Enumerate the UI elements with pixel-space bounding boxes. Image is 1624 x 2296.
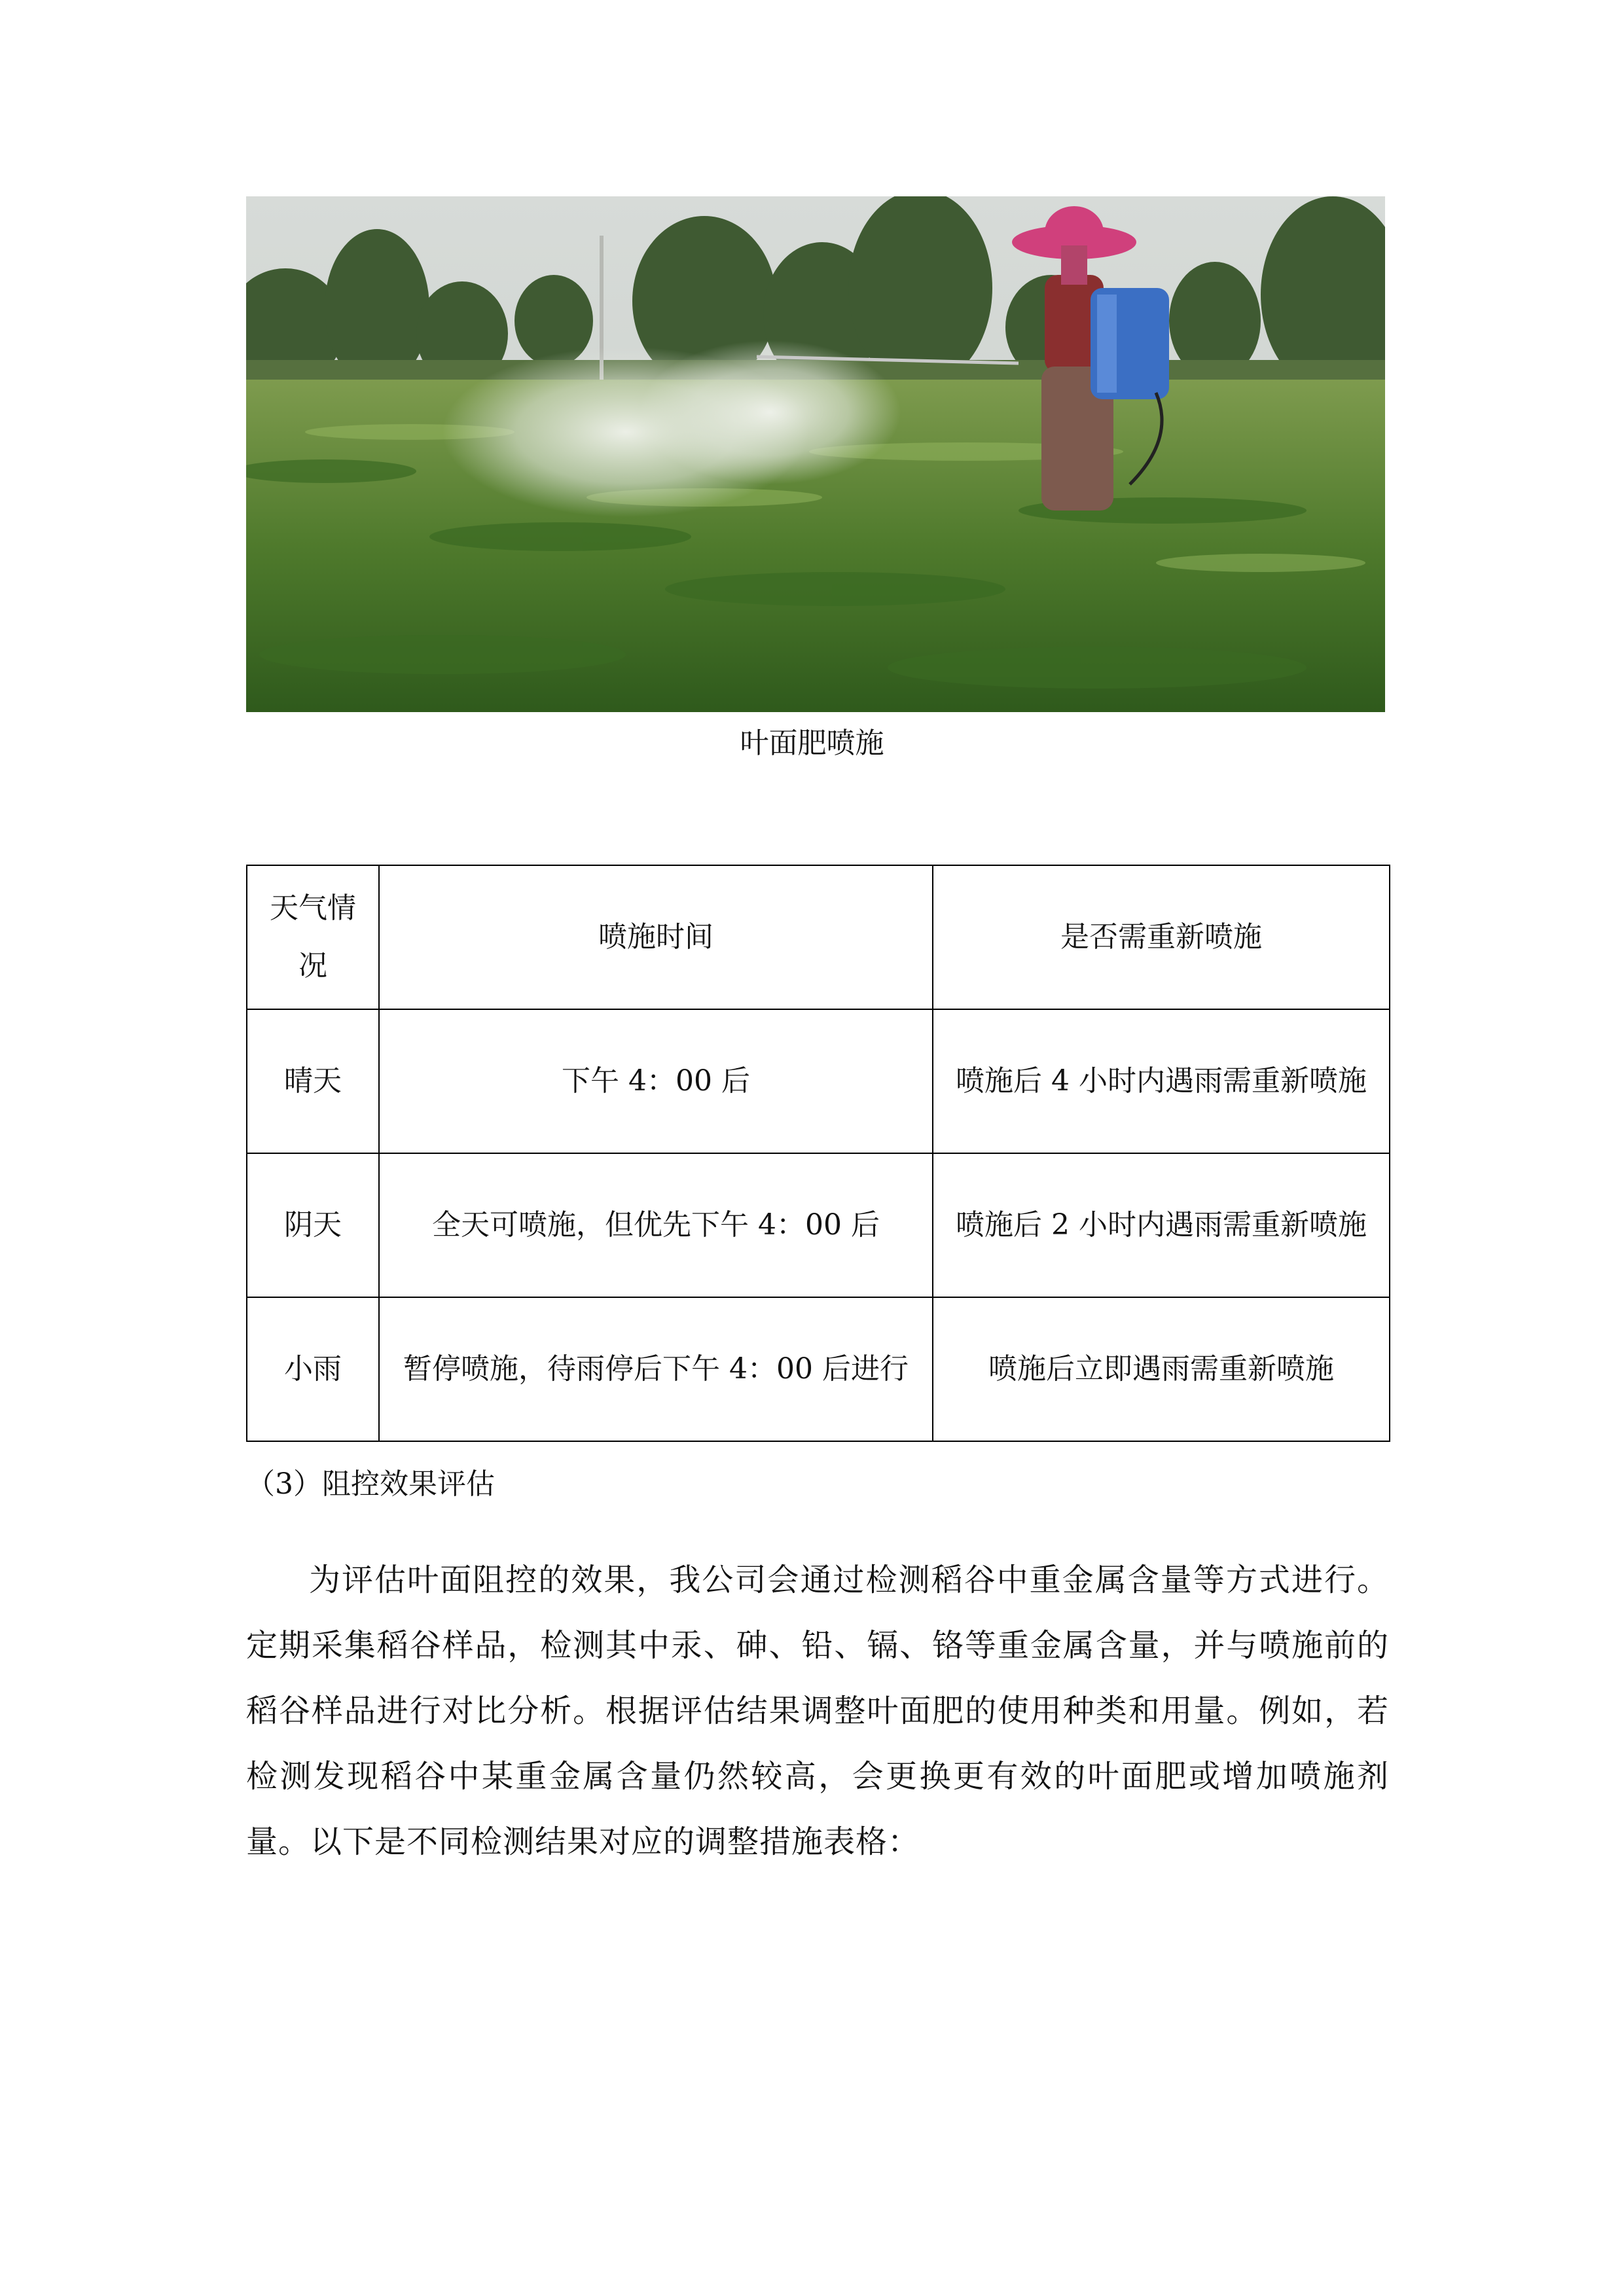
cell-respray: 喷施后立即遇雨需重新喷施 (933, 1297, 1390, 1441)
cell-weather: 阴天 (247, 1153, 379, 1297)
cell-spray-time: 下午 4：00 后 (379, 1009, 933, 1153)
cell-respray: 喷施后 2 小时内遇雨需重新喷施 (933, 1153, 1390, 1297)
cell-weather: 晴天 (247, 1009, 379, 1153)
cell-spray-time: 暂停喷施，待雨停后下午 4：00 后进行 (379, 1297, 933, 1441)
section-heading: （3）阻控效果评估 (246, 1467, 495, 1501)
table-row (247, 1297, 1390, 1441)
cell-weather: 小雨 (247, 1297, 379, 1441)
cell-respray: 喷施后 4 小时内遇雨需重新喷施 (933, 1009, 1390, 1153)
field-scene-illustration (246, 196, 1385, 712)
cell-spray-time: 全天可喷施，但优先下午 4：00 后 (379, 1153, 933, 1297)
foliar-spraying-photo (246, 196, 1385, 712)
header-weather: 天气情况 (247, 865, 379, 1009)
header-spray-time: 喷施时间 (379, 865, 933, 1009)
body-paragraph: 为评估叶面阻控的效果，我公司会通过检测稻谷中重金属含量等方式进行。定期采集稻谷样品，检测其中汞、砷、铅、镉、铬等重金属含量，并与喷施前的稻谷样品进行对比分析。根据评估结果调整叶面肥的使用种类和用量。例如，若检测发现稻谷中某重金属含量仍然较高，会更换更有效的叶面肥或增加喷施剂量。以下是不同检测结果对应的调整措施表格： (246, 1562, 1389, 1860)
table-header-row (247, 865, 1390, 1009)
table-row (247, 1153, 1390, 1297)
spraying-weather-table (246, 865, 1390, 1442)
header-respray: 是否需重新喷施 (933, 865, 1390, 1009)
table-row (247, 1009, 1390, 1153)
figure-caption: 叶面肥喷施 (740, 726, 884, 760)
